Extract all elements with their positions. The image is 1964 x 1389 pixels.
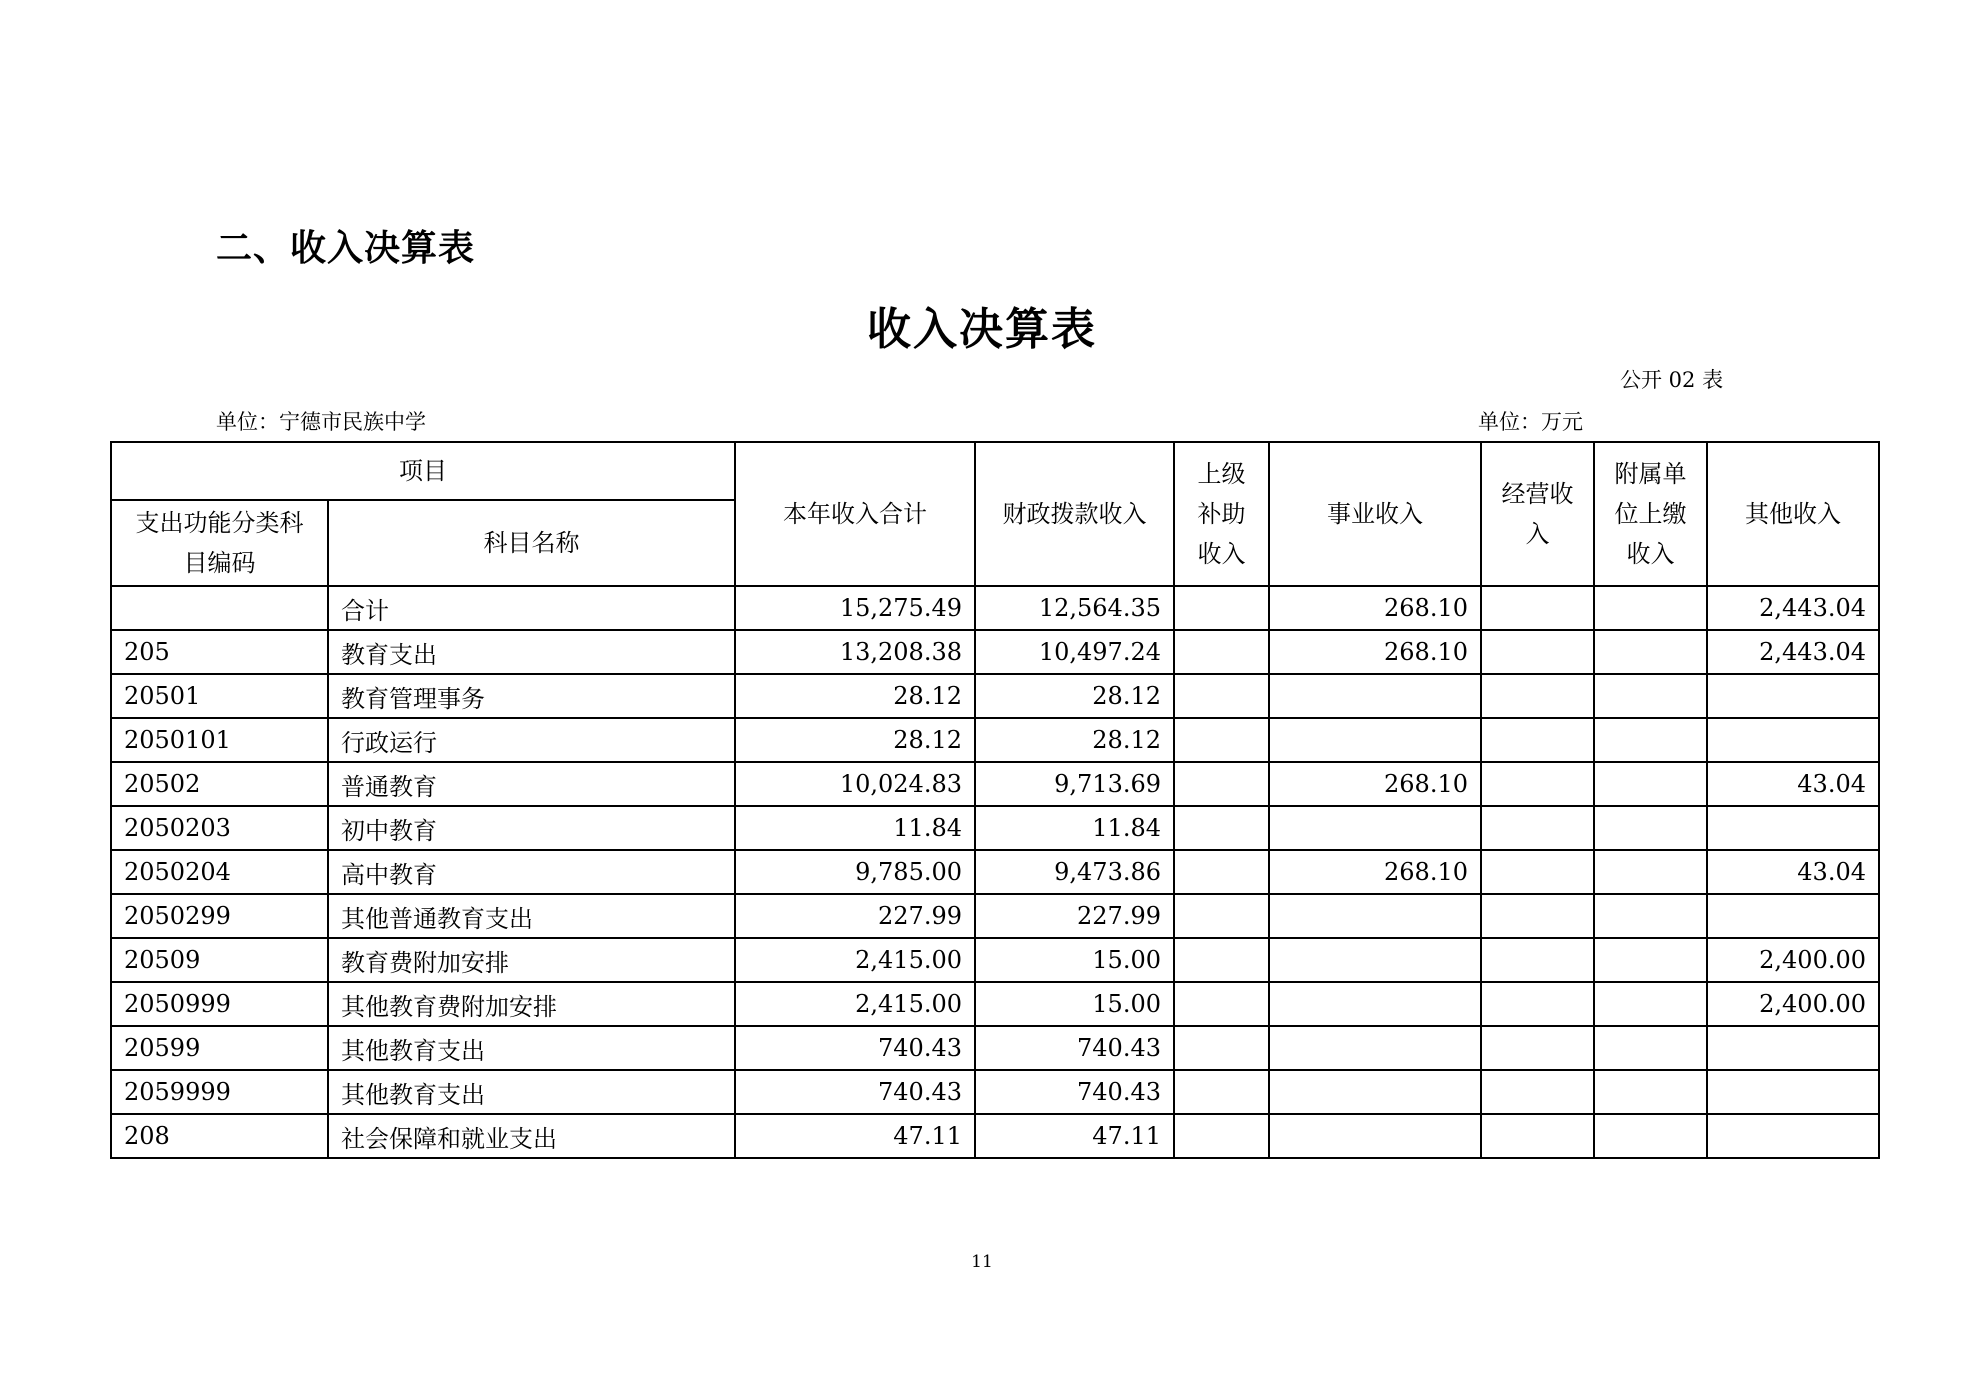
cell-affiliated [1594, 762, 1707, 806]
cell-code: 205 [111, 630, 328, 674]
cell-total: 9,785.00 [735, 850, 975, 894]
cell-affiliated [1594, 982, 1707, 1026]
header-total: 本年收入合计 [735, 442, 975, 586]
table-row [111, 718, 1879, 762]
cell-business [1269, 806, 1481, 850]
cell-superior [1174, 894, 1269, 938]
cell-code: 20501 [111, 674, 328, 718]
header-other: 其他收入 [1707, 442, 1879, 586]
unit-organization: 单位：宁德市民族中学 [216, 410, 426, 434]
cell-business [1269, 982, 1481, 1026]
cell-name: 教育费附加安排 [328, 938, 735, 982]
cell-name: 合计 [328, 586, 735, 630]
cell-fiscal: 740.43 [975, 1026, 1174, 1070]
cell-affiliated [1594, 850, 1707, 894]
cell-operating [1481, 850, 1594, 894]
table-row [111, 674, 1879, 718]
cell-other: 43.04 [1707, 762, 1879, 806]
cell-fiscal: 28.12 [975, 674, 1174, 718]
cell-fiscal: 11.84 [975, 806, 1174, 850]
cell-operating [1481, 1114, 1594, 1158]
cell-name: 其他教育支出 [328, 1026, 735, 1070]
cell-other: 2,400.00 [1707, 982, 1879, 1026]
cell-code: 2059999 [111, 1070, 328, 1114]
cell-other [1707, 894, 1879, 938]
cell-total: 2,415.00 [735, 982, 975, 1026]
table-body [111, 586, 1879, 1158]
cell-superior [1174, 850, 1269, 894]
cell-total: 740.43 [735, 1070, 975, 1114]
cell-fiscal: 47.11 [975, 1114, 1174, 1158]
form-code: 公开 02 表 [1620, 368, 1724, 392]
cell-superior [1174, 586, 1269, 630]
cell-other: 43.04 [1707, 850, 1879, 894]
header-code: 支出功能分类科目编码 [111, 500, 328, 586]
cell-total: 2,415.00 [735, 938, 975, 982]
cell-superior [1174, 806, 1269, 850]
cell-superior [1174, 718, 1269, 762]
cell-code: 20502 [111, 762, 328, 806]
cell-code: 2050101 [111, 718, 328, 762]
cell-code: 20599 [111, 1026, 328, 1070]
cell-business [1269, 1026, 1481, 1070]
cell-operating [1481, 982, 1594, 1026]
cell-total: 28.12 [735, 674, 975, 718]
cell-fiscal: 12,564.35 [975, 586, 1174, 630]
table-row [111, 938, 1879, 982]
cell-name: 其他普通教育支出 [328, 894, 735, 938]
cell-code [111, 586, 328, 630]
income-table [110, 441, 1880, 1159]
cell-fiscal: 28.12 [975, 718, 1174, 762]
cell-name: 行政运行 [328, 718, 735, 762]
table-row [111, 982, 1879, 1026]
cell-code: 20509 [111, 938, 328, 982]
cell-other: 2,400.00 [1707, 938, 1879, 982]
cell-name: 教育支出 [328, 630, 735, 674]
cell-business [1269, 718, 1481, 762]
cell-total: 227.99 [735, 894, 975, 938]
cell-other [1707, 1070, 1879, 1114]
cell-affiliated [1594, 894, 1707, 938]
cell-fiscal: 227.99 [975, 894, 1174, 938]
header-item-group: 项目 [111, 442, 735, 500]
cell-other [1707, 1114, 1879, 1158]
cell-operating [1481, 586, 1594, 630]
cell-name: 普通教育 [328, 762, 735, 806]
cell-business [1269, 894, 1481, 938]
table-row [111, 806, 1879, 850]
cell-other [1707, 674, 1879, 718]
cell-name: 其他教育费附加安排 [328, 982, 735, 1026]
table-row [111, 1114, 1879, 1158]
header-operating: 经营收入 [1481, 442, 1594, 586]
cell-fiscal: 9,473.86 [975, 850, 1174, 894]
cell-superior [1174, 762, 1269, 806]
cell-affiliated [1594, 630, 1707, 674]
header-affiliated: 附属单位上缴收入 [1594, 442, 1707, 586]
cell-affiliated [1594, 938, 1707, 982]
cell-fiscal: 740.43 [975, 1070, 1174, 1114]
page-number: 11 [971, 1252, 993, 1272]
cell-other: 2,443.04 [1707, 586, 1879, 630]
cell-superior [1174, 630, 1269, 674]
cell-other [1707, 1026, 1879, 1070]
cell-business: 268.10 [1269, 850, 1481, 894]
cell-superior [1174, 938, 1269, 982]
cell-name: 其他教育支出 [328, 1070, 735, 1114]
header-name: 科目名称 [328, 500, 735, 586]
cell-affiliated [1594, 586, 1707, 630]
cell-superior [1174, 1026, 1269, 1070]
cell-other: 2,443.04 [1707, 630, 1879, 674]
cell-name: 高中教育 [328, 850, 735, 894]
cell-other [1707, 806, 1879, 850]
cell-name: 教育管理事务 [328, 674, 735, 718]
cell-affiliated [1594, 806, 1707, 850]
table-row [111, 1026, 1879, 1070]
table-row [111, 630, 1879, 674]
cell-affiliated [1594, 718, 1707, 762]
cell-code: 2050203 [111, 806, 328, 850]
cell-total: 13,208.38 [735, 630, 975, 674]
cell-operating [1481, 806, 1594, 850]
table-row [111, 762, 1879, 806]
header-business: 事业收入 [1269, 442, 1481, 586]
cell-business: 268.10 [1269, 762, 1481, 806]
cell-business: 268.10 [1269, 630, 1481, 674]
table-row [111, 850, 1879, 894]
cell-fiscal: 15.00 [975, 938, 1174, 982]
document-title: 收入决算表 [867, 304, 1097, 355]
cell-operating [1481, 894, 1594, 938]
cell-operating [1481, 674, 1594, 718]
cell-code: 2050204 [111, 850, 328, 894]
cell-operating [1481, 1026, 1594, 1070]
cell-superior [1174, 1070, 1269, 1114]
cell-operating [1481, 762, 1594, 806]
cell-code: 2050299 [111, 894, 328, 938]
section-heading: 二、收入决算表 [216, 228, 476, 269]
cell-superior [1174, 1114, 1269, 1158]
cell-name: 初中教育 [328, 806, 735, 850]
cell-other [1707, 718, 1879, 762]
unit-currency: 单位：万元 [1478, 410, 1583, 434]
cell-code: 208 [111, 1114, 328, 1158]
cell-code: 2050999 [111, 982, 328, 1026]
cell-operating [1481, 718, 1594, 762]
cell-total: 740.43 [735, 1026, 975, 1070]
header-fiscal: 财政拨款收入 [975, 442, 1174, 586]
cell-total: 11.84 [735, 806, 975, 850]
cell-business: 268.10 [1269, 586, 1481, 630]
cell-business [1269, 1070, 1481, 1114]
cell-affiliated [1594, 674, 1707, 718]
cell-business [1269, 674, 1481, 718]
cell-total: 10,024.83 [735, 762, 975, 806]
cell-business [1269, 938, 1481, 982]
cell-superior [1174, 674, 1269, 718]
cell-total: 47.11 [735, 1114, 975, 1158]
cell-total: 28.12 [735, 718, 975, 762]
cell-business [1269, 1114, 1481, 1158]
cell-operating [1481, 630, 1594, 674]
cell-operating [1481, 1070, 1594, 1114]
header-superior: 上级补助收入 [1174, 442, 1269, 586]
cell-fiscal: 9,713.69 [975, 762, 1174, 806]
cell-superior [1174, 982, 1269, 1026]
table-row [111, 586, 1879, 630]
cell-name: 社会保障和就业支出 [328, 1114, 735, 1158]
cell-fiscal: 15.00 [975, 982, 1174, 1026]
cell-fiscal: 10,497.24 [975, 630, 1174, 674]
cell-affiliated [1594, 1070, 1707, 1114]
cell-operating [1481, 938, 1594, 982]
table-row [111, 1070, 1879, 1114]
cell-affiliated [1594, 1026, 1707, 1070]
cell-total: 15,275.49 [735, 586, 975, 630]
cell-affiliated [1594, 1114, 1707, 1158]
table-row [111, 894, 1879, 938]
